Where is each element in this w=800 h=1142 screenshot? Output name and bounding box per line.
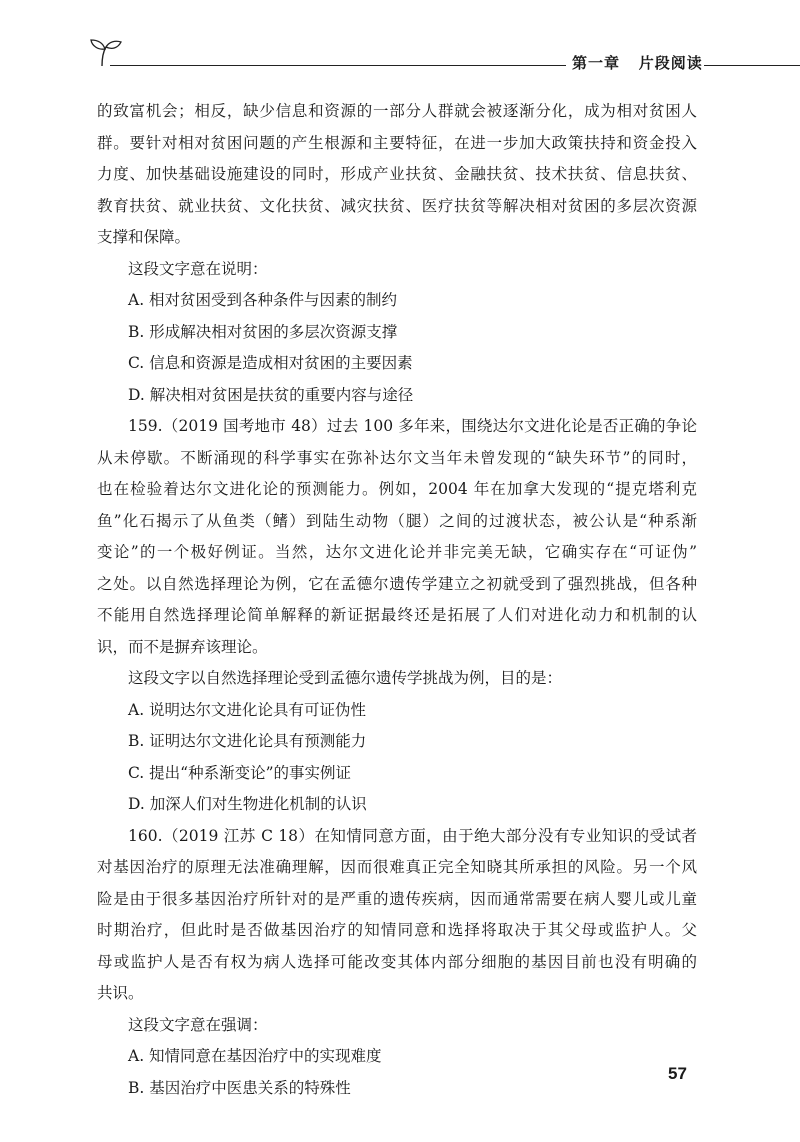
text-line: 时期治疗，但此时是否做基因治疗的知情同意和选择将取决于其父母或监护人。父 — [97, 921, 697, 939]
page-number: 57 — [668, 1064, 687, 1083]
text-line: 这段文字意在强调： — [128, 1015, 268, 1034]
chapter-title — [572, 52, 703, 73]
header-rule-left — [110, 65, 566, 66]
sprout-icon — [88, 38, 124, 68]
chapter-label: 第一章 — [572, 54, 621, 72]
text-line: 对基因治疗的原理无法准确理解，因而很难真正完全知晓其所承担的风险。另一个风 — [97, 858, 697, 876]
text-line: 也在检验着达尔文进化论的预测能力。例如，2004 年在加拿大发现的“提克塔利克 — [97, 480, 697, 498]
text-line: D. 解决相对贫困是扶贫的重要内容与途径 — [128, 385, 414, 404]
text-line: A. 知情同意在基因治疗中的实现难度 — [128, 1047, 382, 1065]
text-line: C. 提出“种系渐变论”的事实例证 — [128, 763, 352, 782]
header-rule-right — [704, 65, 800, 66]
section-label: 片段阅读 — [638, 54, 703, 72]
running-header — [88, 36, 800, 76]
body-text — [97, 96, 697, 1104]
text-line: 识，而不是摒弃该理论。 — [97, 637, 268, 656]
text-line: 这段文字意在说明： — [128, 259, 268, 278]
text-line: 共识。 — [97, 984, 144, 1002]
text-line: 160.（2019 江苏 C 18）在知情同意方面，由于绝大部分没有专业知识的受试者 — [128, 826, 697, 845]
text-line: 变论”的一个极好例证。当然，达尔文进化论并非完美无缺，它确实存在“可证伪” — [97, 543, 697, 561]
text-line: 159.（2019 国考地市 48）过去 100 多年来，围绕达尔文进化论是否正确的争论 — [128, 417, 697, 435]
text-line: 力度、加快基础设施建设的同时，形成产业扶贫、金融扶贫、技术扶贫、信息扶贫、 — [97, 165, 697, 183]
text-line: C. 信息和资源是造成相对贫困的主要因素 — [128, 354, 413, 372]
text-line: 之处。以自然选择理论为例，它在孟德尔遗传学建立之初就受到了强烈挑战，但各种 — [97, 574, 697, 593]
text-line: B. 基因治疗中医患关系的特殊性 — [128, 1078, 351, 1097]
text-line: 群。要针对相对贫困问题的产生根源和主要特征，在进一步加大政策扶持和资金投入 — [97, 133, 697, 152]
text-line: 的致富机会；相反，缺少信息和资源的一部分人群就会被逐渐分化，成为相对贫困人 — [97, 102, 697, 120]
text-line: 险是由于很多基因治疗所针对的是严重的遗传疾病，因而通常需要在病人婴儿或儿童 — [97, 889, 697, 908]
text-line: 支撑和保障。 — [97, 228, 191, 246]
text-line: A. 说明达尔文进化论具有可证伪性 — [128, 700, 367, 719]
text-line: A. 相对贫困受到各种条件与因素的制约 — [128, 291, 398, 309]
text-line: B. 形成解决相对贫困的多层次资源支撑 — [128, 322, 398, 341]
text-line: 这段文字以自然选择理论受到孟德尔遗传学挑战为例，目的是： — [128, 669, 563, 687]
text-line: D. 加深人们对生物进化机制的认识 — [128, 795, 367, 813]
text-line: 从未停歇。不断涌现的科学事实在弥补达尔文当年未曾发现的“缺失环节”的同时， — [97, 448, 697, 467]
text-line: B. 证明达尔文进化论具有预测能力 — [128, 732, 367, 750]
text-line: 母或监护人是否有权为病人选择可能改变其体内部分细胞的基因目前也没有明确的 — [97, 952, 697, 971]
text-line: 教育扶贫、就业扶贫、文化扶贫、减灾扶贫、医疗扶贫等解决相对贫困的多层次资源 — [97, 196, 697, 215]
text-line: 不能用自然选择理论简单解释的新证据最终还是拓展了人们对进化动力和机制的认 — [97, 606, 697, 624]
text-line: 鱼”化石揭示了从鱼类（鳍）到陆生动物（腿）之间的过渡状态，被公认是“种系渐 — [97, 511, 697, 530]
